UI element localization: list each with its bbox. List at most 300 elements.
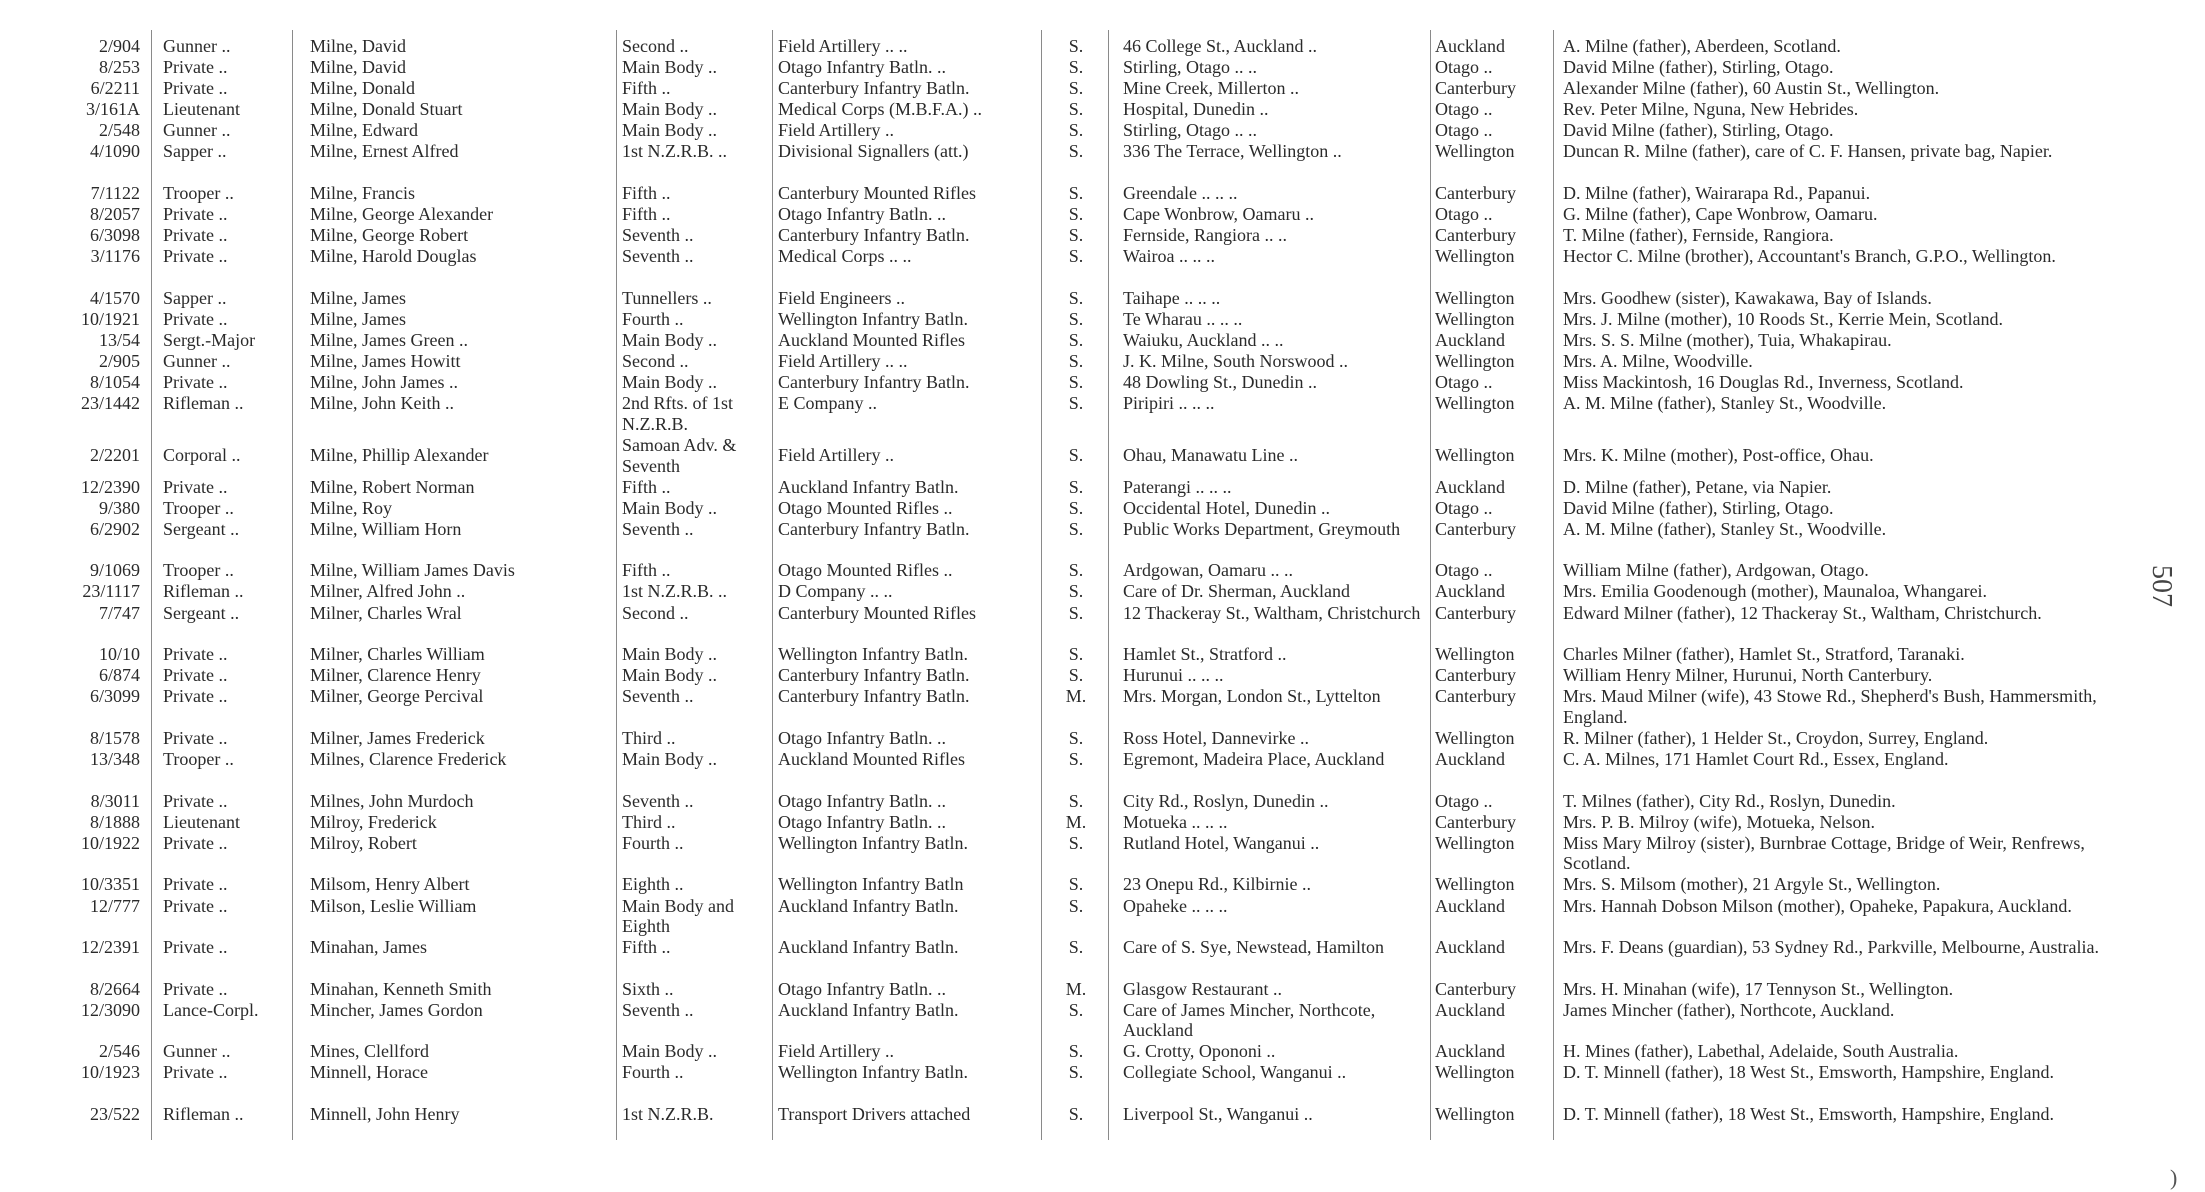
next-of-kin: D. Milne (father), Wairarapa Rd., Papanui. — [1563, 183, 1871, 204]
rank: Private .. — [163, 204, 228, 225]
marital-status: S. — [1068, 372, 1084, 393]
rank: Private .. — [163, 246, 228, 267]
table-row — [58, 519, 2133, 561]
service-number: 2/905 — [98, 351, 140, 372]
next-of-kin: Mrs. H. Minahan (wife), 17 Tennyson St., Wellington. — [1563, 978, 1954, 999]
draft-unit: Eighth .. — [622, 874, 684, 895]
next-of-kin: James Mincher (father), Northcote, Auckland. — [1563, 999, 1895, 1020]
district: Auckland — [1435, 36, 1505, 56]
next-of-kin: Miss Mackintosh, 16 Douglas Rd., Inverness, Scotland. — [1563, 372, 1964, 393]
draft-unit: Sixth .. — [622, 978, 674, 999]
district: Otago .. — [1435, 204, 1493, 225]
rank: Sapper .. — [163, 287, 227, 308]
draft-unit: Main Body and Eighth — [622, 895, 734, 936]
rank: Lieutenant — [163, 99, 240, 120]
service-number: 8/3011 — [90, 790, 140, 811]
corps: Otago Infantry Batln. .. — [778, 204, 946, 225]
district: Otago .. — [1435, 790, 1493, 811]
rank: Rifleman .. — [163, 393, 244, 414]
corps: Canterbury Mounted Rifles — [778, 183, 976, 204]
corps: Otago Infantry Batln. .. — [778, 978, 946, 999]
next-of-kin: Mrs. P. B. Milroy (wife), Motueka, Nelson. — [1563, 811, 1875, 832]
draft-unit: Main Body .. — [622, 120, 718, 141]
soldier-name: Milsom, Henry Albert — [310, 874, 470, 895]
soldier-name: Milne, George Alexander — [310, 204, 494, 225]
corps: Auckland Mounted Rifles — [778, 330, 965, 351]
marital-status: S. — [1068, 78, 1084, 99]
district: Wellington — [1435, 1062, 1515, 1083]
marital-status: S. — [1068, 445, 1084, 466]
service-number: 12/2391 — [80, 937, 140, 958]
marital-status: S. — [1068, 644, 1084, 665]
district: Otago .. — [1435, 560, 1493, 581]
service-number: 12/2390 — [80, 476, 140, 497]
last-address: Mine Creek, Millerton .. — [1123, 78, 1299, 99]
marital-status: S. — [1068, 246, 1084, 267]
corps: Canterbury Mounted Rifles — [778, 602, 976, 623]
soldier-name: Milne, Harold Douglas — [310, 246, 477, 267]
rank: Trooper .. — [163, 183, 234, 204]
marital-status: S. — [1068, 749, 1084, 770]
rank: Private .. — [163, 78, 228, 99]
soldier-name: Minnell, John Henry — [310, 1104, 460, 1125]
service-number: 2/2201 — [89, 445, 140, 466]
rank: Private .. — [163, 895, 228, 916]
draft-unit: Fifth .. — [622, 183, 671, 204]
soldier-name: Milne, Ernest Alfred — [310, 141, 459, 162]
corps: Auckland Mounted Rifles — [778, 749, 965, 770]
district: Wellington — [1435, 287, 1515, 308]
corps: Wellington Infantry Batln. — [778, 1062, 969, 1083]
draft-unit: Fifth .. — [622, 560, 671, 581]
marital-status: S. — [1068, 832, 1084, 853]
next-of-kin: William Milne (father), Ardgowan, Otago. — [1563, 560, 1869, 581]
rank: Sapper .. — [163, 141, 227, 162]
last-address: Waiuku, Auckland .. .. — [1123, 330, 1284, 351]
last-address: Mrs. Morgan, London St., Lyttelton — [1123, 686, 1381, 707]
draft-unit: Third .. — [622, 727, 676, 748]
district: Auckland — [1435, 476, 1505, 497]
soldier-name: Milne, David — [310, 36, 406, 56]
soldier-name: Milne, James Green .. — [310, 330, 468, 351]
corps: Otago Mounted Rifles .. — [778, 497, 953, 518]
service-number: 12/3090 — [80, 999, 140, 1020]
last-address: Taihape .. .. .. — [1123, 287, 1221, 308]
next-of-kin: Mrs. S. Milsom (mother), 21 Argyle St., Wellington. — [1563, 874, 1941, 895]
soldier-name: Milroy, Frederick — [310, 811, 437, 832]
district: Canterbury — [1435, 811, 1516, 832]
last-address: Cape Wonbrow, Oamaru .. — [1123, 204, 1315, 225]
draft-unit: Second .. — [622, 351, 689, 372]
next-of-kin: David Milne (father), Stirling, Otago. — [1563, 120, 1834, 141]
marital-status: S. — [1068, 602, 1084, 623]
table-row — [58, 393, 2133, 435]
draft-unit: Main Body .. — [622, 330, 718, 351]
draft-unit: Fifth .. — [622, 937, 671, 958]
next-of-kin: Mrs. Goodhew (sister), Kawakawa, Bay of Islands. — [1563, 287, 1932, 308]
district: Otago .. — [1435, 57, 1493, 78]
rank: Lieutenant — [163, 811, 240, 832]
table-row — [58, 979, 2133, 1000]
draft-unit: Second .. — [622, 602, 689, 623]
service-number: 8/253 — [98, 57, 140, 78]
corps: Canterbury Infantry Batln. — [778, 372, 970, 393]
soldier-name: Milne, James Howitt — [310, 351, 461, 372]
draft-unit: Fifth .. — [622, 476, 671, 497]
district: Auckland — [1435, 999, 1505, 1020]
marital-status: S. — [1068, 476, 1084, 497]
draft-unit: 1st N.Z.R.B. .. — [622, 581, 728, 602]
table-row — [58, 141, 2133, 183]
marital-status: S. — [1068, 581, 1084, 602]
service-number: 10/10 — [98, 644, 140, 665]
table-row — [58, 896, 2133, 938]
service-number: 8/1054 — [89, 372, 140, 393]
corps: Divisional Signallers (att.) — [778, 141, 969, 162]
corps: Canterbury Infantry Batln. — [778, 78, 970, 99]
table-row — [58, 351, 2133, 372]
marital-status: S. — [1068, 141, 1084, 162]
next-of-kin: William Henry Milner, Hurunui, North Canterbury. — [1563, 665, 1933, 686]
rank: Private .. — [163, 476, 228, 497]
rank: Sergt.-Major — [163, 330, 256, 351]
marital-status: S. — [1068, 36, 1084, 56]
last-address: Hurunui .. .. .. — [1123, 665, 1224, 686]
marital-status: S. — [1068, 727, 1084, 748]
service-number: 7/747 — [98, 602, 140, 623]
rank: Gunner .. — [163, 1041, 231, 1062]
marital-status: S. — [1068, 393, 1084, 414]
last-address: 12 Thackeray St., Waltham, Christchurch — [1123, 602, 1421, 623]
table-row — [58, 1000, 2133, 1042]
rank: Private .. — [163, 790, 228, 811]
service-number: 4/1090 — [89, 141, 140, 162]
table-row — [58, 246, 2133, 288]
corps: Wellington Infantry Batln. — [778, 832, 969, 853]
corps: Wellington Infantry Batln — [778, 874, 964, 895]
next-of-kin: R. Milner (father), 1 Helder St., Croydon, Surrey, England. — [1563, 727, 1989, 748]
district: Auckland — [1435, 330, 1505, 351]
corps: Field Artillery .. .. — [778, 351, 908, 372]
last-address: Stirling, Otago .. .. — [1123, 120, 1257, 141]
corps: Field Artillery .. — [778, 445, 894, 466]
draft-unit: Main Body .. — [622, 665, 718, 686]
next-of-kin: D. T. Minnell (father), 18 West St., Emsworth, Hampshire, England. — [1563, 1104, 2054, 1125]
district: Wellington — [1435, 1104, 1515, 1125]
next-of-kin: Mrs. Maud Milner (wife), 43 Stowe Rd., Shepherd's Bush, Hammersmith, England. — [1563, 686, 2097, 727]
table-row — [58, 728, 2133, 749]
last-address: Public Works Department, Greymouth — [1123, 518, 1401, 539]
corps: Canterbury Infantry Batln. — [778, 518, 970, 539]
next-of-kin: Hector C. Milne (brother), Accountant's Branch, G.P.O., Wellington. — [1563, 246, 2056, 267]
service-number: 7/1122 — [90, 183, 140, 204]
marital-status: S. — [1068, 287, 1084, 308]
last-address: Care of S. Sye, Newstead, Hamilton — [1123, 937, 1384, 958]
last-address: Occidental Hotel, Dunedin .. — [1123, 497, 1330, 518]
draft-unit: Seventh .. — [622, 246, 694, 267]
marital-status: S. — [1068, 1041, 1084, 1062]
soldier-name: Milne, Edward — [310, 120, 418, 141]
soldier-name: Milner, Charles William — [310, 644, 485, 665]
district: Canterbury — [1435, 665, 1516, 686]
next-of-kin: D. Milne (father), Petane, via Napier. — [1563, 476, 1832, 497]
last-address: Motueka .. .. .. — [1123, 811, 1228, 832]
corps: Otago Infantry Batln. .. — [778, 811, 946, 832]
table-row — [58, 57, 2133, 78]
table-row — [58, 372, 2133, 393]
last-address: G. Crotty, Opononi .. — [1123, 1041, 1276, 1062]
corps: Field Artillery .. — [778, 120, 894, 141]
marital-status: M. — [1065, 811, 1087, 832]
service-number: 2/546 — [98, 1041, 140, 1062]
last-address: Ohau, Manawatu Line .. — [1123, 445, 1298, 466]
district: Wellington — [1435, 874, 1515, 895]
corps: Auckland Infantry Batln. — [778, 476, 959, 497]
next-of-kin: C. A. Milnes, 171 Hamlet Court Rd., Essex, England. — [1563, 749, 1949, 770]
last-address: Rutland Hotel, Wanganui .. — [1123, 832, 1320, 853]
marital-status: S. — [1068, 895, 1084, 916]
rank: Sergeant .. — [163, 518, 240, 539]
rank: Private .. — [163, 57, 228, 78]
table-row — [58, 686, 2133, 728]
draft-unit: Main Body .. — [622, 497, 718, 518]
soldier-name: Milne, Donald Stuart — [310, 99, 463, 120]
soldier-name: Milne, Roy — [310, 497, 393, 518]
table-row — [58, 1062, 2133, 1104]
marital-status: S. — [1068, 1062, 1084, 1083]
table-row — [58, 477, 2133, 498]
last-address: Paterangi .. .. .. — [1123, 476, 1232, 497]
next-of-kin: David Milne (father), Stirling, Otago. — [1563, 497, 1834, 518]
marital-status: S. — [1068, 204, 1084, 225]
corps: Auckland Infantry Batln. — [778, 937, 959, 958]
service-number: 3/1176 — [90, 246, 140, 267]
rank: Trooper .. — [163, 560, 234, 581]
next-of-kin: A. Milne (father), Aberdeen, Scotland. — [1563, 36, 1841, 56]
district: Canterbury — [1435, 978, 1516, 999]
soldier-name: Milne, Donald — [310, 78, 415, 99]
service-number: 8/1578 — [89, 727, 140, 748]
service-number: 12/777 — [89, 895, 140, 916]
marital-status: S. — [1068, 351, 1084, 372]
last-address: Ardgowan, Oamaru .. .. — [1123, 560, 1293, 581]
marital-status: S. — [1068, 999, 1084, 1020]
soldier-name: Milner, Alfred John .. — [310, 581, 466, 602]
table-row — [58, 330, 2133, 351]
draft-unit: Third .. — [622, 811, 676, 832]
soldier-name: Milroy, Robert — [310, 832, 417, 853]
draft-unit: Seventh .. — [622, 518, 694, 539]
corps: Otago Infantry Batln. .. — [778, 727, 946, 748]
table-row — [58, 874, 2133, 895]
draft-unit: 1st N.Z.R.B. .. — [622, 141, 728, 162]
table-row — [58, 560, 2133, 581]
soldier-name: Milner, Clarence Henry — [310, 665, 481, 686]
rank: Private .. — [163, 937, 228, 958]
corps: Wellington Infantry Batln. — [778, 644, 969, 665]
rank: Private .. — [163, 644, 228, 665]
rank: Lance-Corpl. — [163, 999, 259, 1020]
corps: Field Artillery .. — [778, 1041, 894, 1062]
rank: Private .. — [163, 727, 228, 748]
last-address: 336 The Terrace, Wellington .. — [1123, 141, 1342, 162]
last-address: Stirling, Otago .. .. — [1123, 57, 1257, 78]
last-address: J. K. Milne, South Norswood .. — [1123, 351, 1349, 372]
next-of-kin: Mrs. Hannah Dobson Milson (mother), Opaheke, Papakura, Auckland. — [1563, 895, 2072, 916]
nominal-roll-table — [58, 36, 2133, 1146]
last-address: Opaheke .. .. .. — [1123, 895, 1228, 916]
service-number: 6/2211 — [90, 78, 140, 99]
soldier-name: Minahan, James — [310, 937, 427, 958]
corps: Canterbury Infantry Batln. — [778, 686, 970, 707]
next-of-kin: Duncan R. Milne (father), care of C. F. Hansen, private bag, Napier. — [1563, 141, 2053, 162]
soldier-name: Minahan, Kenneth Smith — [310, 978, 492, 999]
corps: Canterbury Infantry Batln. — [778, 225, 970, 246]
service-number: 23/522 — [89, 1104, 140, 1125]
district: Otago .. — [1435, 120, 1493, 141]
rank: Rifleman .. — [163, 581, 244, 602]
last-address: Glasgow Restaurant .. — [1123, 978, 1282, 999]
marital-status: S. — [1068, 309, 1084, 330]
soldier-name: Milson, Leslie William — [310, 895, 477, 916]
marital-status: S. — [1068, 1104, 1084, 1125]
corps: Auckland Infantry Batln. — [778, 999, 959, 1020]
district: Auckland — [1435, 749, 1505, 770]
table-row — [58, 937, 2133, 979]
rank: Private .. — [163, 874, 228, 895]
draft-unit: Main Body .. — [622, 644, 718, 665]
soldier-name: Milnes, John Murdoch — [310, 790, 474, 811]
soldier-name: Milne, William Horn — [310, 518, 462, 539]
corps: Field Artillery .. .. — [778, 36, 908, 56]
last-address: 46 College St., Auckland .. — [1123, 36, 1317, 56]
draft-unit: Seventh .. — [622, 225, 694, 246]
next-of-kin: Rev. Peter Milne, Nguna, New Hebrides. — [1563, 99, 1859, 120]
marital-status: S. — [1068, 99, 1084, 120]
next-of-kin: H. Mines (father), Labethal, Adelaide, South Australia. — [1563, 1041, 1959, 1062]
next-of-kin: Mrs. F. Deans (guardian), 53 Sydney Rd., Parkville, Melbourne, Australia. — [1563, 937, 2099, 958]
corps: Medical Corps (M.B.F.A.) .. — [778, 99, 983, 120]
rank: Rifleman .. — [163, 1104, 244, 1125]
draft-unit: Fourth .. — [622, 1062, 684, 1083]
draft-unit: Second .. — [622, 36, 689, 56]
service-number: 2/548 — [98, 120, 140, 141]
service-number: 6/2902 — [89, 518, 140, 539]
draft-unit: 1st N.Z.R.B. — [622, 1104, 714, 1125]
marital-status: S. — [1068, 183, 1084, 204]
marital-status: S. — [1068, 518, 1084, 539]
marital-status: S. — [1068, 497, 1084, 518]
next-of-kin: Edward Milner (father), 12 Thackeray St., Waltham, Christchurch. — [1563, 602, 2042, 623]
draft-unit: Main Body .. — [622, 99, 718, 120]
last-address: Ross Hotel, Dannevirke .. — [1123, 727, 1309, 748]
table-row — [58, 644, 2133, 665]
table-row — [58, 183, 2133, 204]
corps: Otago Mounted Rifles .. — [778, 560, 953, 581]
rank: Private .. — [163, 832, 228, 853]
marital-status: S. — [1068, 560, 1084, 581]
draft-unit: Fourth .. — [622, 832, 684, 853]
soldier-name: Milne, Phillip Alexander — [310, 445, 489, 466]
marital-status: M. — [1065, 978, 1087, 999]
soldier-name: Mincher, James Gordon — [310, 999, 483, 1020]
service-number: 10/3351 — [80, 874, 140, 895]
service-number: 10/1922 — [80, 832, 140, 853]
next-of-kin: Alexander Milne (father), 60 Austin St., Wellington. — [1563, 78, 1940, 99]
service-number: 9/1069 — [89, 560, 140, 581]
district: Wellington — [1435, 727, 1515, 748]
last-address: Care of Dr. Sherman, Auckland — [1123, 581, 1350, 602]
last-address: City Rd., Roslyn, Dunedin .. — [1123, 790, 1329, 811]
rank: Trooper .. — [163, 497, 234, 518]
marital-status: M. — [1065, 686, 1087, 707]
rank: Private .. — [163, 1062, 228, 1083]
draft-unit: Fifth .. — [622, 78, 671, 99]
district: Canterbury — [1435, 686, 1516, 707]
next-of-kin: Mrs. J. Milne (mother), 10 Roods St., Kerrie Mein, Scotland. — [1563, 309, 2003, 330]
district: Wellington — [1435, 141, 1515, 162]
next-of-kin: Charles Milner (father), Hamlet St., Stratford, Taranaki. — [1563, 644, 1965, 665]
corps: Otago Infantry Batln. .. — [778, 57, 946, 78]
draft-unit: Main Body .. — [622, 372, 718, 393]
next-of-kin: A. M. Milne (father), Stanley St., Woodville. — [1563, 518, 1887, 539]
table-row — [58, 791, 2133, 812]
corner-mark: ) — [2170, 1165, 2178, 1190]
service-number: 9/380 — [98, 497, 140, 518]
soldier-name: Milner, George Percival — [310, 686, 484, 707]
soldier-name: Minnell, Horace — [310, 1062, 428, 1083]
corps: Transport Drivers attached — [778, 1104, 971, 1125]
marital-status: S. — [1068, 874, 1084, 895]
next-of-kin: Mrs. S. S. Milne (mother), Tuia, Whakapirau. — [1563, 330, 1892, 351]
rank: Private .. — [163, 665, 228, 686]
corps: Medical Corps .. .. — [778, 246, 912, 267]
table-row — [58, 204, 2133, 225]
draft-unit: Main Body .. — [622, 749, 718, 770]
last-address: Te Wharau .. .. .. — [1123, 309, 1243, 330]
next-of-kin: A. M. Milne (father), Stanley St., Woodville. — [1563, 393, 1887, 414]
next-of-kin: Mrs. A. Milne, Woodville. — [1563, 351, 1753, 372]
service-number: 8/1888 — [89, 811, 140, 832]
marital-status: S. — [1068, 665, 1084, 686]
last-address: Piripiri .. .. .. — [1123, 393, 1215, 414]
district: Canterbury — [1435, 602, 1516, 623]
next-of-kin: Miss Mary Milroy (sister), Burnbrae Cottage, Bridge of Weir, Renfrews, Scotland. — [1563, 832, 2085, 874]
table-row — [58, 435, 2133, 477]
page-number: 507 — [2146, 565, 2177, 607]
next-of-kin: D. T. Minnell (father), 18 West St., Emsworth, Hampshire, England. — [1563, 1062, 2054, 1083]
marital-status: S. — [1068, 225, 1084, 246]
district: Auckland — [1435, 937, 1505, 958]
marital-status: S. — [1068, 120, 1084, 141]
soldier-name: Milne, George Robert — [310, 225, 469, 246]
service-number: 4/1570 — [89, 287, 140, 308]
corps: Otago Infantry Batln. .. — [778, 790, 946, 811]
last-address: Hamlet St., Stratford .. — [1123, 644, 1287, 665]
corps: Wellington Infantry Batln. — [778, 309, 969, 330]
soldier-name: Milne, Francis — [310, 183, 415, 204]
table-row — [58, 749, 2133, 791]
draft-unit: Main Body .. — [622, 1041, 718, 1062]
service-number: 6/3098 — [89, 225, 140, 246]
rank: Sergeant .. — [163, 602, 240, 623]
table-row — [58, 120, 2133, 141]
district: Otago .. — [1435, 99, 1493, 120]
table-row — [58, 1041, 2133, 1062]
marital-status: S. — [1068, 937, 1084, 958]
district: Wellington — [1435, 309, 1515, 330]
service-number: 8/2664 — [89, 978, 140, 999]
